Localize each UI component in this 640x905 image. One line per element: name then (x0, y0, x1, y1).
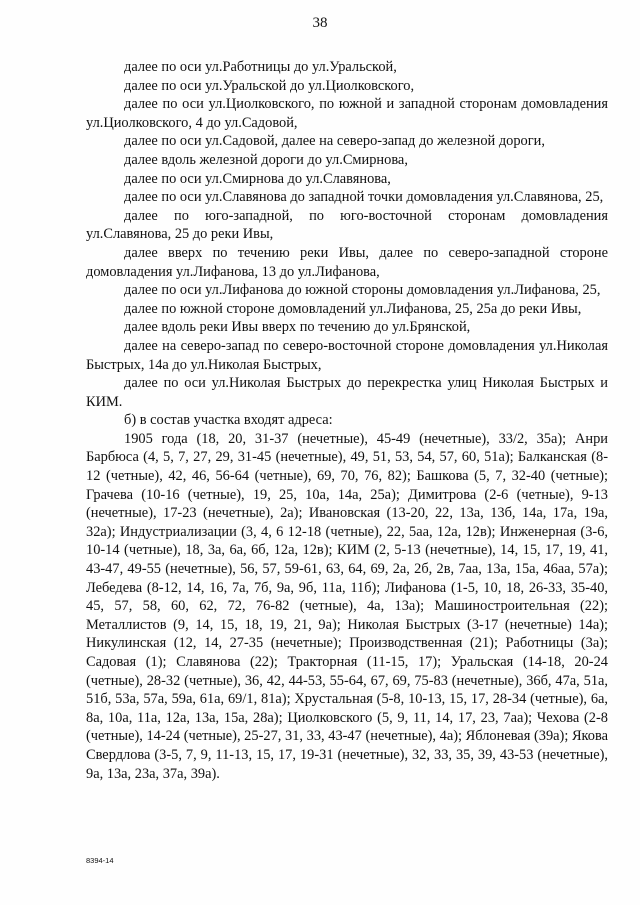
paragraph: далее по юго-западной, по юго-восточной сторонам домовладения ул.Славянова, 25 до реки Ивы, (86, 207, 608, 243)
paragraph: далее по оси ул.Уральской до ул.Циолковского, (124, 77, 415, 94)
paragraph: далее по оси ул.Николая Быстрых до перекрестка улиц Николая Быстрых и КИМ. (86, 375, 608, 410)
document-code: 8394-14 (86, 856, 114, 865)
page-number: 38 (312, 15, 328, 31)
section-heading: б) в состав участка входят адреса: (124, 412, 333, 429)
address-list: 1905 года (18, 20, 31-37 (нечетные), 45-49 (нечетные), 33/2, 35а); Анри Барбюса (4, 5, 7, 27, 29, 31-45 (нечетные), 49, 51, 53, 54, 57, 60, 51а); Балканская (8-12 (четные), 42, 46, 56-64 (четные), 69, 70, 76, 82); Башкова (5, 7, 32-40 (четные); Грачева (10-16 (четные), 19, 25, 10а, 14а, 25а); Димитрова (2-6 (четные), 9-13 (нечетные), 17-23 (нечетные), 2а); Ивановская (13-20, 22, 13а, 13б, 14а, 17а, 19а, 32а); Индустриализации (3, 4, 6 12-18 (четные), 22, 5аа, 12а, 12в); Инженерная (3-6, 10-14 (четные), 18, 3а, 6а, 6б, 12а, 12в); КИМ (2, 5-13 (нечетные), 14, 15, 17, 19, 41, 43-47, 49-55 (нечетные), 56, 57, 59-61, 63, 64, 69, 2а, 2б, 2в, 7аа, 13а, 15а, 46аа, 57а); Лебедева (8-12, 14, 16, 7а, 7б, 9а, 9б, 11а, 11б); Лифанова (1-5, 10, 18, 26-33, 35-40, 45, 57, 58, 60, 62, 72, 76-82 (четные), 4а, 13а); Машиностроительная (22); Металлистов (9, 14, 15, 18, 19, 21, 9а); Николая Быстрых (3-17 (нечетные) 14а); Никулинская (12, 14, 27-35 (нечетные); Производственная (21); Работницы (3а); Садовая (1); Славянова (22); Тракторная (11-15, 17); Уральская (14-18, 20-24 (четные), 28-32 (четные), 36, 42, 44-53, 55-64, 67, 69, 75-83 (нечетные), 36б, 47а, 51а, 51б, 53а, 57а, 59а, 61а, 69/1, 81а); Хрустальная (5-8, 10-13, 15, 17, 28-34 (четные), 6а, 8а, 10а, 11а, 12а, 13а, 15а, 28а); Циолковского (5, 9, 11, 14, 17, 23, 7аа); Чехова (2-8 (четные), 14-24 (четные), 25-27, 31, 33, 43-47 (нечетные), 4а); Яблоневая (39а); Якова Свердлова (3-5, 7, 9, 11-13, 15, 17, 19-31 (нечетные), 32, 33, 35, 39, 43-53 (нечетные), 9а, 13а, 23а, 37а, 39а). (86, 430, 608, 782)
paragraph: далее по оси ул.Садовой, далее на северо-запад до железной дороги, (124, 133, 545, 150)
paragraph: далее вдоль реки Ивы вверх по течению до ул.Брянской, (124, 319, 471, 336)
paragraph: далее вверх по течению реки Ивы, далее по северо-западной стороне домовладения ул.Лифанова, 13 до ул.Лифанова, (86, 244, 608, 280)
paragraph: далее по оси ул.Лифанова до южной стороны домовладения ул.Лифанова, 25, (124, 282, 601, 299)
document-body (86, 58, 608, 783)
paragraph: далее по оси ул.Славянова до западной точки домовладения ул.Славянова, 25, (124, 189, 604, 206)
paragraph: далее по оси ул.Работницы до ул.Уральской, (124, 59, 397, 75)
paragraph: далее по оси ул.Смирнова до ул.Славянова, (124, 170, 391, 187)
paragraph: далее по южной стороне домовладений ул.Лифанова, 25, 25а до реки Ивы, (124, 300, 582, 317)
paragraph: далее вдоль железной дороги до ул.Смирнова, (124, 151, 408, 168)
paragraph: далее на северо-запад по северо-восточной стороне домовладения ул.Николая Быстрых, 14а до ул.Николая Быстрых, (86, 337, 608, 373)
paragraph: далее по оси ул.Циолковского, по южной и западной сторонам домовладения ул.Циолковского, 4 до ул.Садовой, (86, 96, 608, 131)
